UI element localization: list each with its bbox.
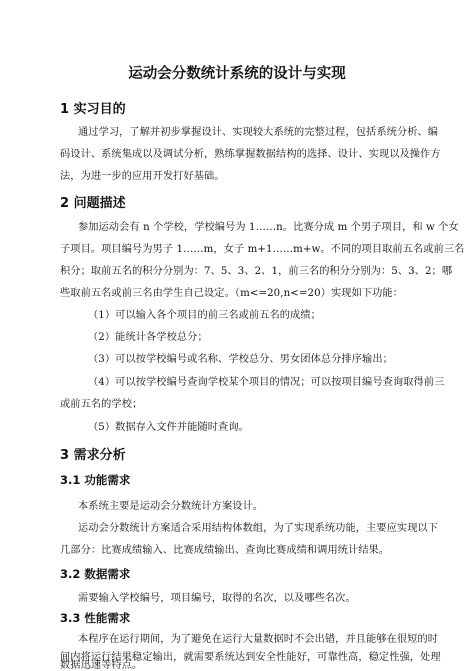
subsection-3-1-line: 运动会分数统计方案适合采用结构体数组，为了实现系统功能，主要应实现以下 xyxy=(78,523,439,534)
section-2-line: 参加运动会有 n 个学校，学校编号为 1……n。比赛分成 m 个男子项目，和 w 个女 xyxy=(78,222,459,233)
document-title: 运动会分数统计系统的设计与实现 xyxy=(128,66,346,82)
section-2-heading: 2 问题描述 xyxy=(60,196,126,211)
feature-list-item: （5）数据存入文件并能随时查询。 xyxy=(88,422,249,433)
subsection-3-1-line: 本系统主要是运动会分数统计方案设计。 xyxy=(78,501,264,512)
feature-list-item: 或前五名的学校； xyxy=(60,399,143,410)
subsection-3-3-line: 间内将运行结果稳定输出，就需要系统达到安全性能好，可靠性高，稳定性强，处理 xyxy=(60,652,441,663)
section-1-line: 通过学习，了解并初步掌握设计、实现较大系统的完整过程，包括系统分析、编 xyxy=(78,127,439,138)
subsection-3-3-heading: 3.3 性能需求 xyxy=(60,611,131,625)
section-1-line: 码设计、系统集成以及调试分析，熟练掌握数据结构的选择、设计、实现以及操作方 xyxy=(60,149,441,160)
section-2-line: 积分；取前五名的积分分别为：7、5、3、2、1，前三名的积分分别为：5、3、2；哪 xyxy=(60,266,453,277)
feature-list-item: （3）可以按学校编号或名称、学校总分、男女团体总分排序输出； xyxy=(88,354,393,365)
section-2-line: 些取前五名或前三名由学生自己设定。（m<=20,n<=20）实现如下功能： xyxy=(60,288,404,299)
subsection-3-1-heading: 3.1 功能需求 xyxy=(60,473,131,487)
subsection-3-3-line: 数据迅速等特点。 xyxy=(60,660,143,671)
feature-list-item: （2）能统计各学校总分； xyxy=(88,332,208,343)
feature-list-item: （4）可以按学校编号查询学校某个项目的情况；可以按项目编号查询取得前三 xyxy=(88,377,445,388)
subsection-3-1-line: 几部分：比赛成绩输入、比赛成绩输出、查询比赛成绩和调用统计结果。 xyxy=(60,545,390,556)
section-1-heading: 1 实习目的 xyxy=(60,102,126,117)
subsection-3-2-line: 需要输入学校编号，项目编号，取得的名次，以及哪些名次。 xyxy=(78,593,356,604)
section-1-line: 法，为进一步的应用开发打好基础。 xyxy=(60,171,225,182)
section-3-heading: 3 需求分析 xyxy=(60,448,126,463)
subsection-3-3-line: 本程序在运行期间，为了避免在运行大量数据时不会出错，并且能够在很短的时 xyxy=(78,634,439,645)
feature-list-item: （1）可以输入各个项目的前三名或前五名的成绩； xyxy=(88,310,321,321)
subsection-3-2-heading: 3.2 数据需求 xyxy=(60,567,131,581)
section-2-line: 子项目。项目编号为男子 1……m，女子 m+1……m+w。不同的项目取前五名或前三名 xyxy=(60,244,465,255)
